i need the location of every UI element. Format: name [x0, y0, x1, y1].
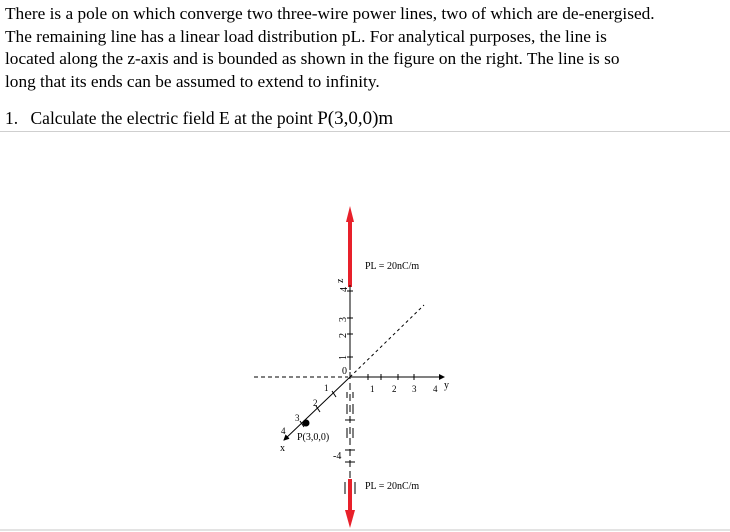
- z-tick-label-neg: -4: [333, 451, 342, 462]
- x-tick-label: 3: [295, 413, 300, 423]
- line-charge-lower: [345, 479, 355, 528]
- x-axis-label: x: [280, 443, 285, 454]
- y-tick-label: 2: [392, 384, 397, 394]
- question-number: 1.: [5, 108, 19, 128]
- line-charge-upper: [346, 206, 354, 287]
- z-axis-label: z: [335, 278, 346, 283]
- z-tick-label: 2: [338, 333, 349, 338]
- point-p-label: P(3,0,0): [297, 432, 330, 443]
- y-axis-label: y: [444, 380, 449, 391]
- problem-line: located along the z-axis and is bounded as shown in the figure on the right. The line is so: [5, 49, 620, 68]
- problem-line: long that its ends can be assumed to extend to infinity.: [5, 71, 380, 91]
- question-text: Calculate the electric field E at the point: [30, 108, 313, 128]
- z-tick-label: 1: [338, 355, 349, 360]
- x-axis: [284, 377, 350, 440]
- x-tick-label: 4: [281, 426, 286, 436]
- y-tick-label: 1: [370, 384, 375, 394]
- z-tick-label: 4: [339, 287, 350, 292]
- question-point: P(3,0,0)m: [317, 108, 394, 129]
- problem-line: The remaining line has a linear load distribution pL. For analytical purposes, the line is: [5, 26, 607, 46]
- z-tick-label: 3: [338, 317, 349, 322]
- bottom-border: [0, 529, 730, 531]
- point-p-marker: [303, 420, 310, 427]
- bottom-charge-label: PL = 20nC/m: [365, 481, 420, 492]
- top-charge-label: PL = 20nC/m: [365, 261, 420, 272]
- x-axis-back: [350, 305, 424, 377]
- y-tick-label: 4: [433, 384, 438, 394]
- x-tick-label: 1: [324, 383, 329, 393]
- x-tick-label: 2: [313, 398, 318, 408]
- y-tick-label: 3: [412, 384, 417, 394]
- z-tick-label-zero: 0: [342, 366, 347, 377]
- problem-line: There is a pole on which converge two three-wire power lines, two of which are de-energised.: [5, 4, 655, 23]
